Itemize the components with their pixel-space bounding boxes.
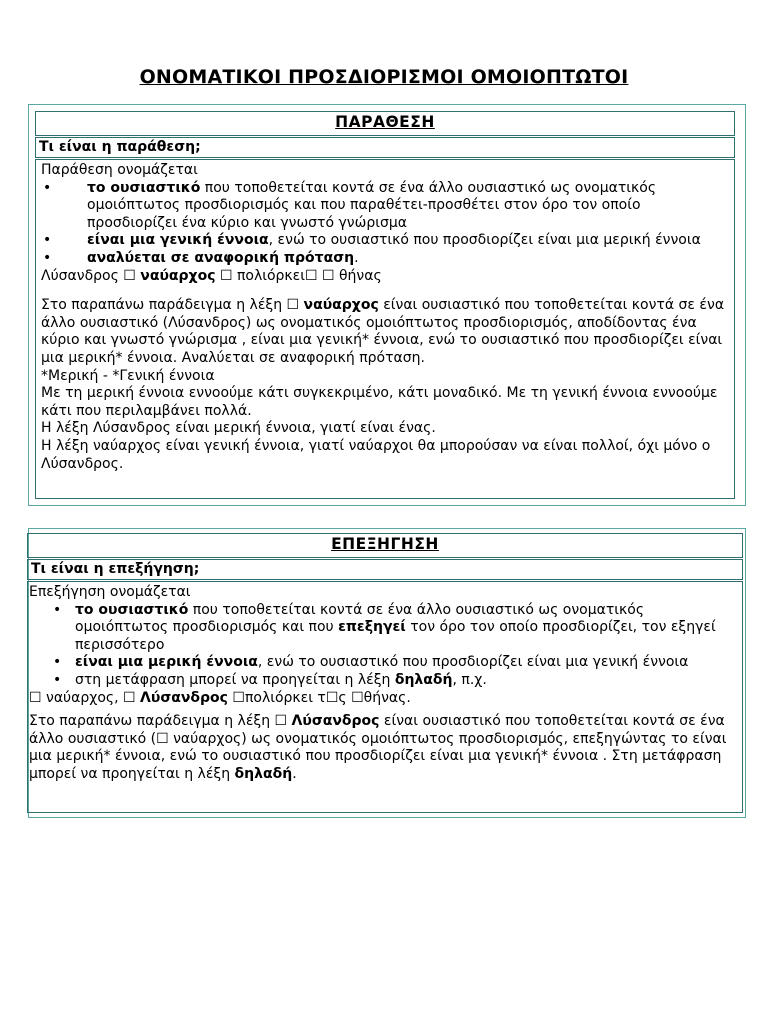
explanation-highlight: δηλαδή <box>234 765 293 782</box>
list-item <box>41 250 728 268</box>
list-item <box>41 180 728 233</box>
bullet-text: , ενώ το ουσιαστικό που προσδιορίζει είναι μια γενική έννοια <box>257 654 689 671</box>
note-text: Με τη μερική έννοια εννοούμε κάτι συγκεκριμένο, κάτι μοναδικό. Με τη γενική έννοια εννοούμε κάτι που περιλαμβάνει πολλά. <box>41 385 718 419</box>
intro-text: Παράθεση ονομάζεται <box>41 162 198 178</box>
bullet-bold: το ουσιαστικό <box>87 179 201 196</box>
question: Τι είναι η επεξήγηση; <box>31 561 200 577</box>
explanation-part: Στο παραπάνω παράδειγμα η λέξη ☐ <box>41 297 304 314</box>
section-title-box <box>35 111 735 136</box>
example-part: Λύσανδρος ☐ <box>41 267 141 284</box>
section-epexigisi <box>28 528 746 818</box>
bullet-text: στη μετάφραση μπορεί να προηγείται η λέξη <box>75 671 395 688</box>
example-sentence <box>29 690 736 708</box>
example-highlight: Λύσανδρος <box>140 689 228 706</box>
bullet-bold: είναι μια γενική έννοια <box>87 232 269 249</box>
intro-text: Επεξήγηση ονομάζεται <box>29 584 191 600</box>
bullet-text: που τοποθετείται κοντά σε ένα άλλο ουσιαστικό ως ονοματικός ομοιόπτωτος προσδιορισμός και που <box>75 601 645 636</box>
explanation-part: είναι ουσιαστικό που τοποθετείται κοντά σε ένα άλλο ουσιαστικό (☐ ναύαρχος) ως ονοματικός ομοιόπτωτος προσδιορισμός, επεξηγώντας το είναι μια μερική* έννοια, ενώ το ουσιαστικό που προσδιορίζει είναι μια γενική* έννοια . Στη μετάφραση μπορεί να προηγείται η λέξη <box>29 713 727 782</box>
section-title-box <box>27 533 743 558</box>
explanation <box>29 713 736 783</box>
explanation-highlight: Λύσανδρος <box>291 713 380 730</box>
note-heading: *Μερική - *Γενική έννοια <box>41 367 215 384</box>
example-highlight: ναύαρχος <box>140 267 216 284</box>
document-title: ΟΝΟΜΑΤΙΚΟΙ ΠΡΟΣΔΙΟΡΙΣΜΟΙ ΟΜΟΙΟΠΤΩΤΟΙ <box>139 66 629 88</box>
bullet-text: . <box>354 249 359 266</box>
list-item <box>29 672 736 690</box>
example-part: ☐ πολιόρκει☐ ☐ θήνας <box>215 267 382 284</box>
section-parathesi <box>28 104 746 506</box>
example-part: ☐ ναύαρχος, ☐ <box>29 689 141 706</box>
definition-list <box>29 602 736 690</box>
explanation-highlight: ναύαρχος <box>303 297 379 314</box>
question-box <box>27 559 743 580</box>
content <box>36 160 734 473</box>
content <box>28 582 742 784</box>
bullet-bold: είναι μια μερική έννοια <box>75 654 258 671</box>
list-item <box>29 654 736 672</box>
bullet-bold: το ουσιαστικό <box>75 601 189 618</box>
example-part: ☐πολιόρκει τ☐ς ☐θήνας. <box>227 689 411 706</box>
bullet-bold: επεξηγεί <box>338 619 406 636</box>
explanation-part: Στο παραπάνω παράδειγμα η λέξη ☐ <box>29 713 292 730</box>
explanation <box>41 297 728 367</box>
note-text: Η λέξη ναύαρχος είναι γενική έννοια, γιατί ναύαρχοι θα μπορούσαν να είναι πολλοί, όχι μόνο ο Λύσανδρος. <box>41 437 711 472</box>
note-text: Η λέξη Λύσανδρος είναι μερική έννοια, γιατί είναι ένας. <box>41 420 436 437</box>
explanation-part: . <box>292 765 297 782</box>
bullet-bold: δηλαδή <box>394 671 453 688</box>
question-box <box>35 137 735 158</box>
definition-list <box>41 180 728 268</box>
question: Τι είναι η παράθεση; <box>39 139 201 155</box>
example-sentence <box>41 268 728 286</box>
bullet-text: τον όρο τον οποίο προσδιορίζει, τον εξηγεί περισσότερο <box>75 619 716 653</box>
content-box <box>27 581 743 813</box>
explanation-part: είναι ουσιαστικό που τοποθετείται κοντά σε ένα άλλο ουσιαστικό (Λύσανδρος) ως ονοματικός ομοιόπτωτος προσδιορισμός, αποδίδοντας ένα κύριο και γνωστό γνώρισμα , είναι μια γενική* έννοια, ενώ το ουσιαστικό που προσδιορίζει είναι μια μερική* έννοια. Αναλύεται σε αναφορική πρόταση. <box>41 297 725 366</box>
list-item <box>29 602 736 655</box>
section-title: ΠΑΡΑΘΕΣΗ <box>335 113 435 131</box>
bullet-text: που τοποθετείται κοντά σε ένα άλλο ουσιαστικό ως ονοματικός ομοιόπτωτος προσδιορισμός και που παραθέτει-προσθέτει στον όρο τον οποίο προσδιορίζει ένα κύριο και γνωστό γνώρισμα <box>87 179 657 231</box>
list-item <box>41 232 728 250</box>
section-title: ΕΠΕΞΗΓΗΣΗ <box>331 535 439 553</box>
bullet-bold: αναλύεται σε αναφορική πρόταση <box>87 249 355 266</box>
bullet-text: , π.χ. <box>452 671 487 688</box>
bullet-text: , ενώ το ουσιαστικό που προσδιορίζει είναι μια μερική έννοια <box>268 232 701 249</box>
content-box <box>35 159 735 499</box>
